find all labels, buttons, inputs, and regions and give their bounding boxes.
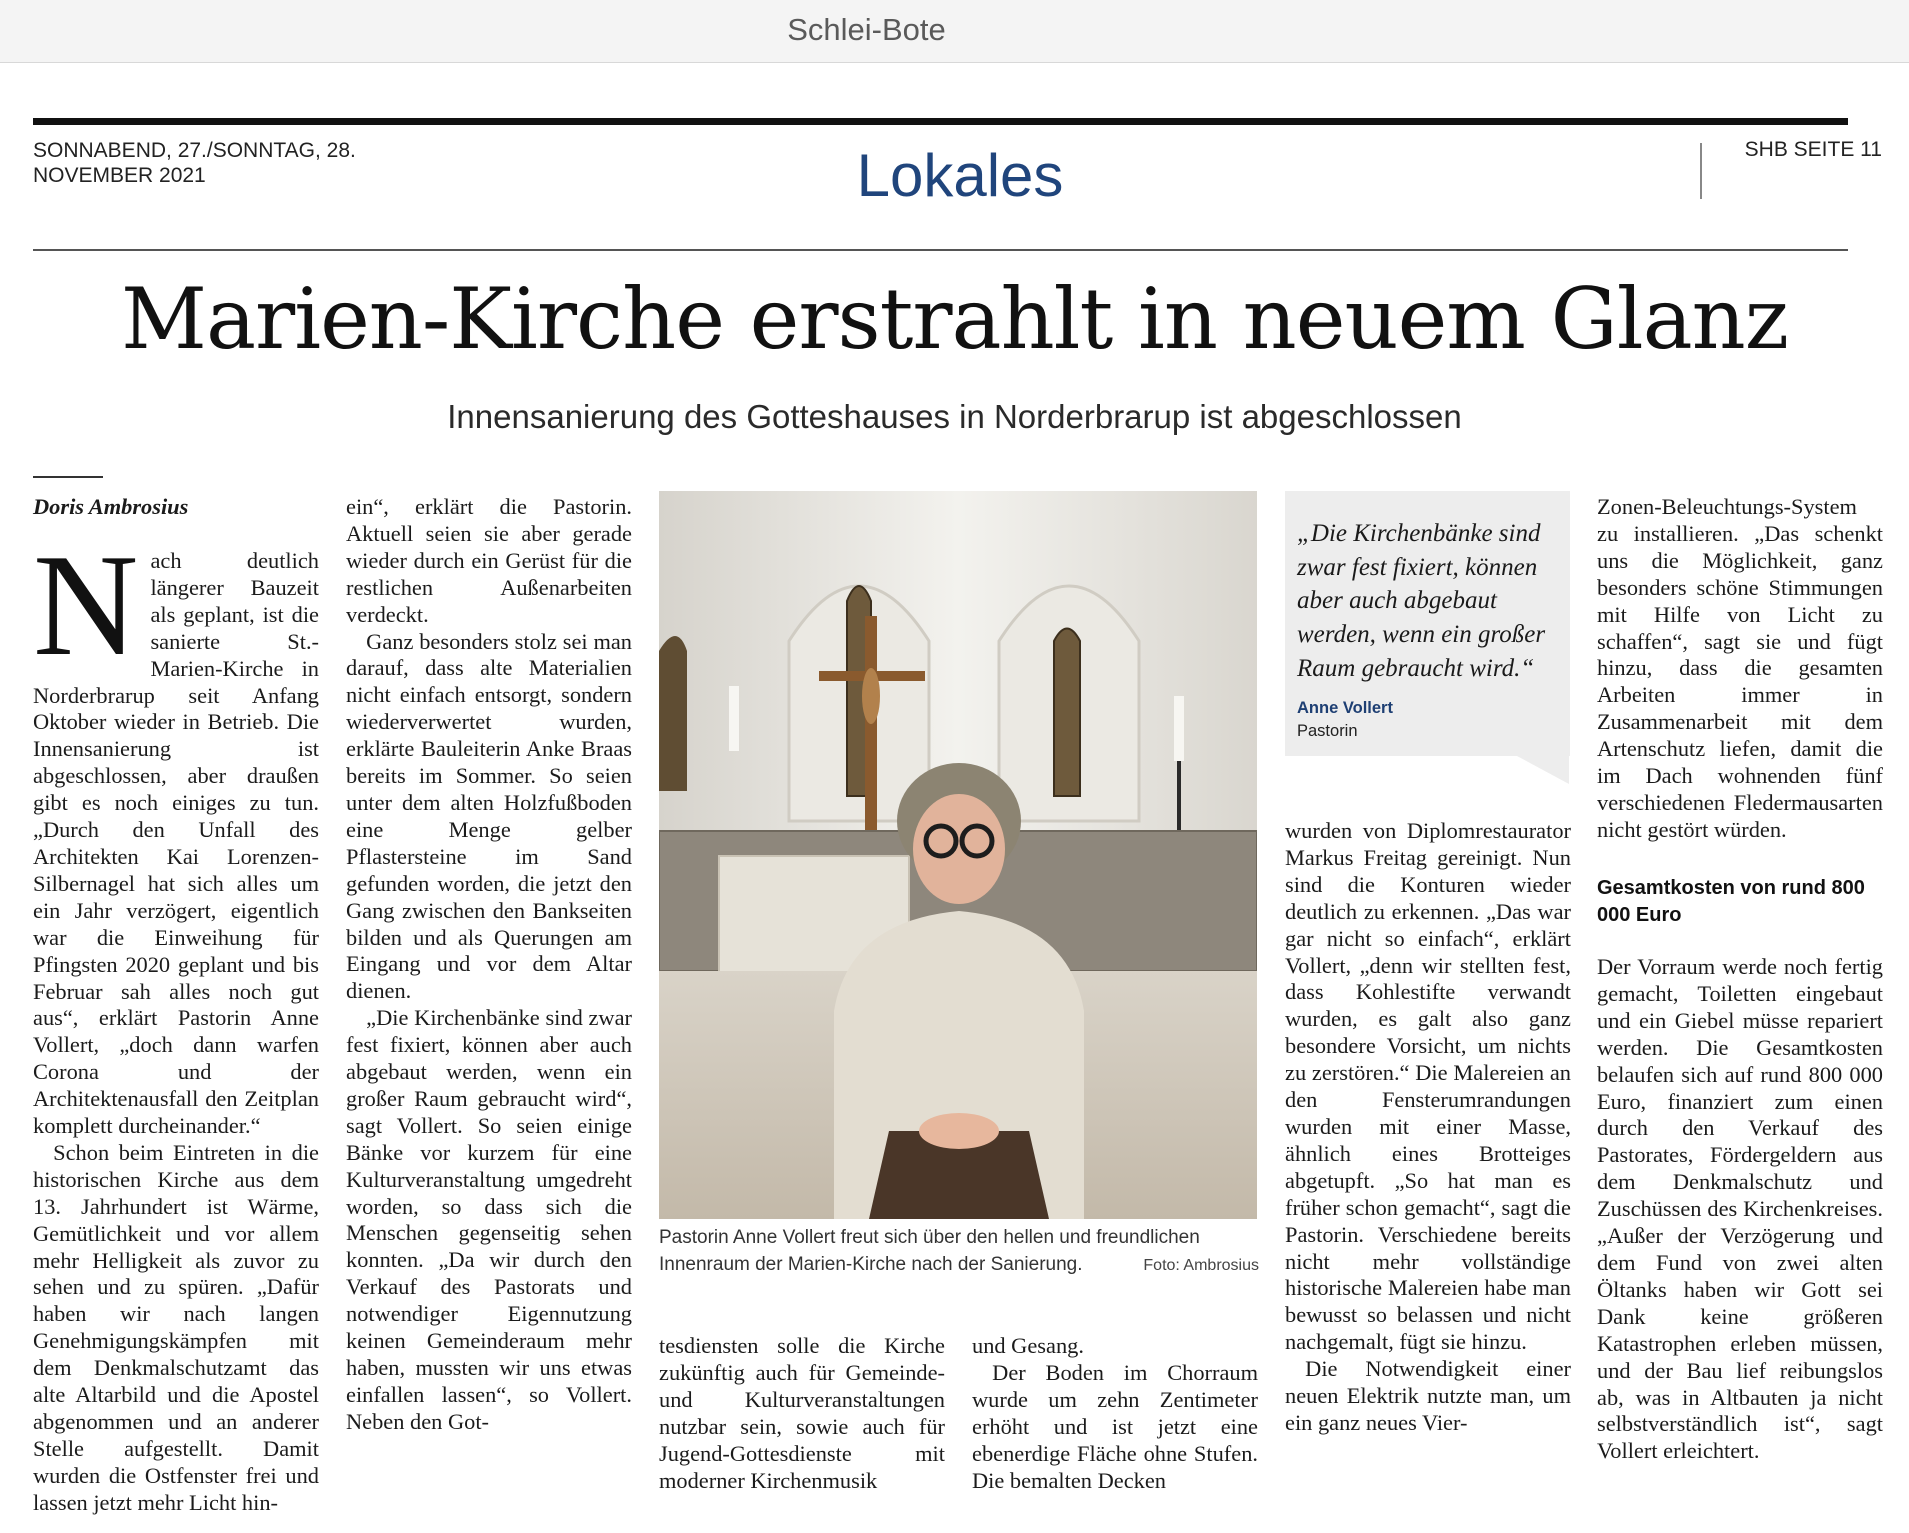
article-headline: Marien-Kirche erstrahlt in neuem Glanz bbox=[120, 270, 1789, 368]
author-rule bbox=[33, 476, 103, 478]
author-byline: Doris Ambrosius bbox=[33, 494, 189, 519]
caption-text: Pastorin Anne Vollert freut sich über den hellen und freundlichen Innenraum der Marien-Kirche nach der Sanierung. bbox=[659, 1227, 1200, 1275]
article-paragraph: Der Vorraum werde noch fertig gemacht, Toiletten eingebaut und ein Giebel müsse repariert werden. Die Gesamtkosten belaufen sich auf rund 800 000 Euro, finanziert zum einen durch den Verkauf des Pastorates, Fördergeldern aus dem Denkmalschutz und Zuschüssen des Kirchenkreises. „Außer der Verzögerung und dem Fund von zwei alten Öltanks haben wir Gott sei Dank keine größeren Katastrophen erleben müssen, und der Bau lief reibungslos ab, was in Altbauten ja nicht selbstverständlich ist“, sagt Vollert erleichtert. bbox=[1597, 954, 1883, 1464]
article-column-2 bbox=[346, 494, 632, 1436]
article-paragraph: und Gesang. bbox=[972, 1333, 1084, 1358]
issue-date: SONNABEND, 27./SONNTAG, 28. NOVEMBER 2021 bbox=[33, 139, 356, 187]
pull-quote-tail bbox=[1517, 756, 1569, 784]
masthead-top-rule bbox=[33, 118, 1848, 125]
masthead-bottom-rule bbox=[33, 249, 1848, 251]
pull-quote-name: Anne Vollert bbox=[1297, 699, 1393, 717]
article-paragraph bbox=[33, 524, 319, 1140]
article-paragraph: Ganz besonders stolz sei man darauf, dass alte Materialien nicht einfach entsorgt, sondern wiederverwertet wurden, erklärte Bauleiterin Anke Braas bereits im Sommer. So seien unter dem alten Holzfußboden eine Menge gelber Pflastersteine im Sand gefunden worden, die jetzt den Gang zwischen den Bankseiten bilden und als Querungen am Eingang und vor dem Altar dienen. bbox=[346, 628, 632, 1004]
article-paragraph: wurden von Diplomrestaurator Markus Freitag gereinigt. Nun sind die Konturen wieder deutlich zu erkennen. „Das war gar nicht so einfach“, erklärt Vollert, „denn wir stellten fest, dass Kohlestifte verwandt wurden, es galt also ganz besondere Vorsicht, um nichts zu zerstören.“ Die Malereien an den Fensterumrandungen wurden mit einer Masse, ähnlich eines Brotteiges abgetupft. „So hat man es früher schon gemacht“, sagt die Pastorin. Verschiedene bereits nicht mehr vollständige historische Malereien habe man bewusst so belassen und nicht nachgemalt, fügt sie hinzu. bbox=[1285, 818, 1571, 1355]
article-subheading: Gesamtkosten von rund 800 000 Euro bbox=[1597, 877, 1865, 926]
app-title: Schlei-Bote bbox=[787, 12, 946, 47]
article-photo bbox=[659, 491, 1257, 1219]
paragraph-text: ach deutlich längerer Bauzeit als geplant, ist die sanierte St.-Marien-Kirche in Norderbrarup seit Anfang Oktober wieder in Betrieb. Die Innensanierung ist abgeschlossen, aber draußen gibt es noch einiges zu tun. „Durch den Unfall des Architekten Kai Lorenzen-Silbernagel hat sich alles um ein Jahr verzögert, eigentlich war die Einweihung für Pfingsten 2020 geplant und bis Februar sah alles noch gut aus“, erklärt Pastorin Anne Vollert, „doch dann warfen Corona und der Architektenausfall den Zeitplan komplett durcheinander.“ bbox=[33, 548, 319, 1139]
article-column-4 bbox=[972, 1333, 1258, 1494]
page-number: SHB SEITE 11 bbox=[1744, 138, 1882, 161]
pull-quote-text: „Die Kirchenbänke sind zwar fest fixiert, können aber auch abgebaut werden, wenn ein großer Raum gebraucht wird.“ bbox=[1297, 520, 1546, 682]
article-subheadline: Innensanierung des Gotteshauses in Norderbrarup ist abgeschlossen bbox=[447, 398, 1462, 435]
photo-credit: Foto: Ambrosius bbox=[1143, 1257, 1259, 1274]
article-paragraph: Der Boden im Chorraum wurde um zehn Zentimeter erhöht und ist jetzt eine ebenerdige Fläche ohne Stufen. Die bemalten Decken bbox=[972, 1359, 1258, 1493]
article-column-5 bbox=[1285, 818, 1571, 1437]
article-paragraph: Zonen-Beleuchtungs-System zu installieren. „Das schenkt uns die Möglichkeit, ganz besonders schöne Stimmungen mit Hilfe von Licht zu schaffen“, sagt sie und fügt hinzu, dass die gesamten Arbeiten immer in Zusammenarbeit mit dem Artenschutz liefen, damit die im Dach wohnenden fünf verschiedenen Fledermausarten nicht gestört würden. bbox=[1597, 494, 1883, 842]
article-paragraph: Schon beim Eintreten in die historischen Kirche aus dem 13. Jahrhundert ist Wärme, Gemütlichkeit und vor allem mehr Helligkeit als zuvor zu sehen und zu spüren. „Dafür haben wir nach langen Genehmigungskämpfen mit dem Denkmalschutzamt das alte Altarbild und die Apostel abgenommen und an anderer Stelle aufgestellt. Damit wurden die Ostfenster frei und lassen jetzt mehr Licht hin- bbox=[33, 1139, 319, 1515]
app-title-bar bbox=[0, 0, 1909, 63]
article-paragraph: „Die Kirchenbänke sind zwar fest fixiert, können aber auch abgebaut werden, wenn ein großer Raum gebraucht wird“, sagt Vollert. So seien einige Bänke vor kurzem für eine Kulturveranstaltung umgedreht worden, so dass sich die Menschen gegenseitig sehen konnten. „Da wir durch den Verkauf des Pastorats und notwendiger Eigennutzung keinen Gemeinderaum mehr haben, mussten wir uns etwas einfallen lassen“, so Vollert. Neben den Got- bbox=[346, 1005, 632, 1434]
drop-cap: N bbox=[33, 524, 139, 686]
article-column-6 bbox=[1597, 494, 1883, 844]
article-paragraph: tesdiensten solle die Kirche zukünftig auch für Gemeinde- und Kulturveranstaltungen nutzbar sein, sowie auch für Jugend-Gottesdienste mit moderner Kirchenmusik bbox=[659, 1333, 945, 1493]
section-title: Lokales bbox=[856, 142, 1064, 209]
article-column-6-continued bbox=[1597, 954, 1883, 1465]
photo-caption bbox=[659, 1224, 1259, 1279]
article-column-3 bbox=[659, 1333, 945, 1494]
masthead-divider bbox=[1700, 143, 1702, 199]
article-column-1 bbox=[33, 524, 319, 1517]
pull-quote-role: Pastorin bbox=[1297, 722, 1358, 740]
article-paragraph: ein“, erklärt die Pastorin. Aktuell seien sie aber gerade wieder durch ein Gerüst für die restlichen Außenarbeiten verdeckt. bbox=[346, 494, 632, 627]
article-paragraph: Die Notwendigkeit einer neuen Elektrik nutzte man, um ein ganz neues Vier- bbox=[1285, 1356, 1571, 1435]
